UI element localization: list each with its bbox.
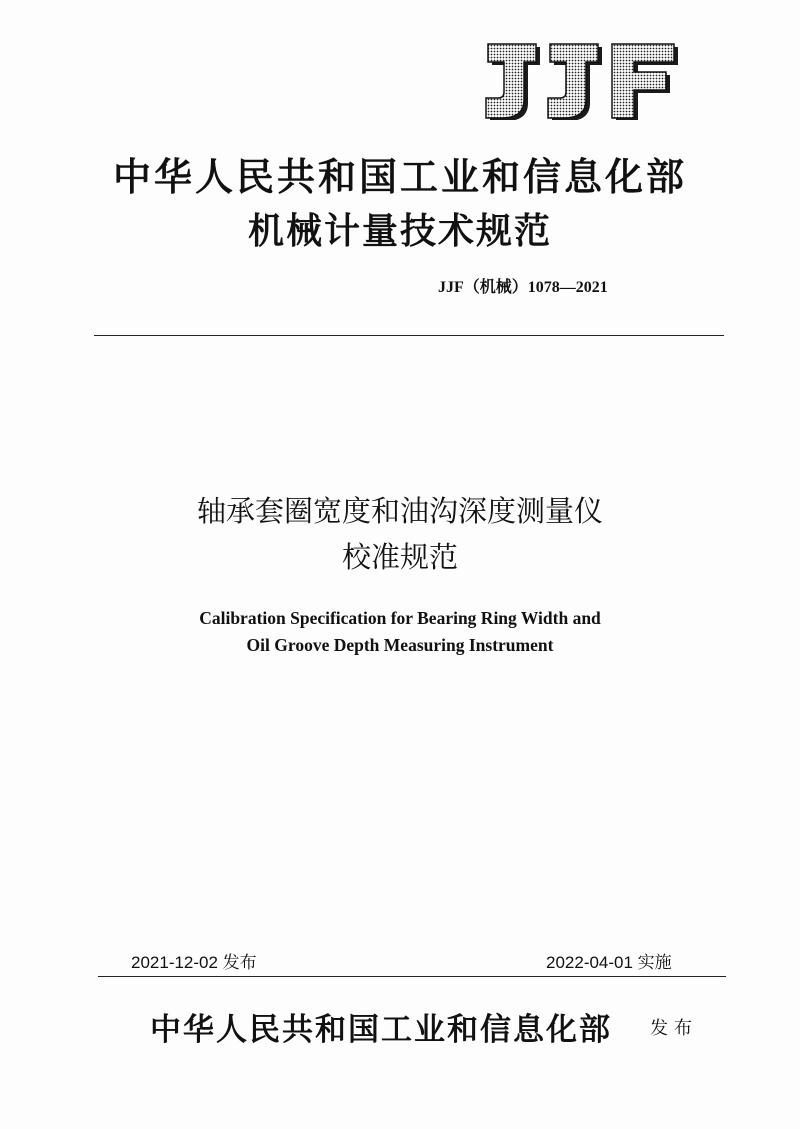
standard-series: 机械计量技术规范 (247, 210, 552, 252)
publisher: 中华人民共和国工业和信息化部 (150, 1012, 612, 1048)
issuing-ministry: 中华人民共和国工业和信息化部 (112, 154, 687, 199)
publish-label: 发布 (650, 1018, 698, 1039)
top-divider (94, 335, 724, 336)
jjf-logo (478, 38, 680, 120)
document-title-en (0, 605, 800, 659)
standard-code: JJF（机械）1078—2021 (438, 279, 608, 296)
document-title-cn (0, 488, 800, 580)
effective-date: 2022-04-01 实施 (546, 953, 672, 972)
jjf-logo-graphic (478, 38, 680, 120)
title-cn-line1: 轴承套圈宽度和油沟深度测量仪 (196, 494, 603, 528)
title-en-line2: Oil Groove Depth Measuring Instrument (246, 635, 554, 655)
issue-date: 2021-12-02 发布 (131, 953, 257, 972)
title-cn-line2: 校准规范 (341, 540, 458, 574)
bottom-divider (98, 976, 726, 977)
title-en-line1: Calibration Specification for Bearing Ring Width and (199, 608, 601, 628)
